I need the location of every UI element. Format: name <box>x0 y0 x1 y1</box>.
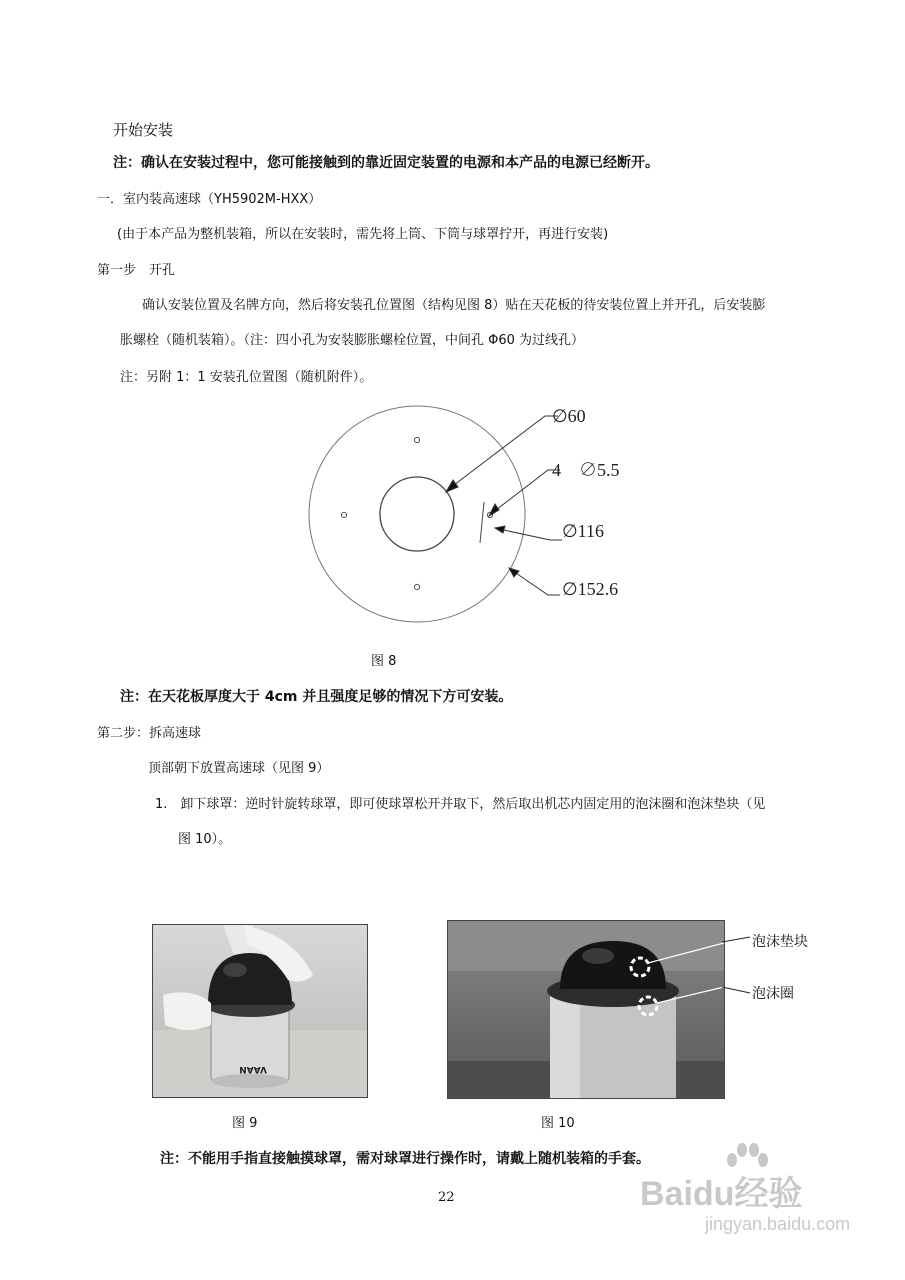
paw-icon <box>720 1138 770 1178</box>
page-number: 22 <box>438 1190 455 1205</box>
step2-text: 顶部朝下放置高速球（见图 9） <box>148 761 330 776</box>
screw-hole-top <box>414 437 419 442</box>
figure10-callout-lines <box>722 935 752 1005</box>
step1-text-line1: 确认安装位置及名牌方向，然后将安装孔位置图（结构见图 8）贴在天花板的待安装位置上并开孔，后安装膨 <box>142 298 766 313</box>
circle-116-arc-mark <box>480 502 484 543</box>
step1-title: 第一步 开孔 <box>97 263 176 278</box>
label-foam-ring: 泡沫圈 <box>752 986 794 1002</box>
step2-item1-line1: 1. 卸下球罩：逆时针旋转球罩，即可使球罩松开并取下，然后取出机芯内固定用的泡沫圈和泡沫垫块（见 <box>155 797 766 812</box>
inner-hole-circle <box>380 477 454 551</box>
label-foam-pad: 泡沫垫块 <box>752 934 808 950</box>
label-diameter-116: ∅116 <box>562 521 605 541</box>
part1-heading: 一．室内装高速球（YH5902M-HXX） <box>97 192 322 207</box>
figure8-caption: 图 8 <box>371 654 397 669</box>
label-diameter-60: ∅60 <box>552 406 586 426</box>
label-diameter-5-5: 4 ∅5.5 <box>552 460 620 480</box>
step1-note: 注：另附 1：1 安装孔位置图（随机附件）。 <box>120 370 373 385</box>
screw-hole-left <box>341 512 346 517</box>
label-diameter-152-6: ∅152.6 <box>562 579 619 599</box>
step2-title: 第二步：拆高速球 <box>97 726 202 741</box>
mounting-hole-diagram <box>300 395 660 635</box>
section-title: 开始安装 <box>113 121 174 139</box>
baidu-watermark-url: jingyan.baidu.com <box>705 1214 851 1234</box>
glove-note: 注：不能用手指直接触摸球罩，需对球罩进行操作时，请戴上随机装箱的手套。 <box>160 1151 650 1167</box>
baidu-watermark-logo: Baidu经验 <box>640 1175 803 1213</box>
screw-hole-bottom <box>414 584 419 589</box>
step1-text-line2: 胀螺栓（随机装箱）。（注：四小孔为安装膨胀螺栓位置，中间孔 Φ60 为过线孔） <box>120 333 585 348</box>
safety-note: 注：确认在安装过程中，您可能接触到的靠近固定装置的电源和本产品的电源已经断开。 <box>113 155 659 171</box>
figure10-photo <box>447 920 725 1099</box>
leader-lines <box>446 416 562 595</box>
figure9-photo <box>152 924 368 1098</box>
part1-subnote: (由于本产品为整机装箱，所以在安装时，需先将上筒、下筒与球罩拧开，再进行安装) <box>117 227 609 242</box>
ceiling-note: 注：在天花板厚度大于 4cm 并且强度足够的情况下方可安装。 <box>120 689 513 705</box>
figure10-caption: 图 10 <box>541 1116 575 1131</box>
figure9-caption: 图 9 <box>232 1116 258 1131</box>
step2-item1-line2: 图 10）。 <box>178 832 232 847</box>
brand-label: VAAN <box>239 1064 267 1074</box>
